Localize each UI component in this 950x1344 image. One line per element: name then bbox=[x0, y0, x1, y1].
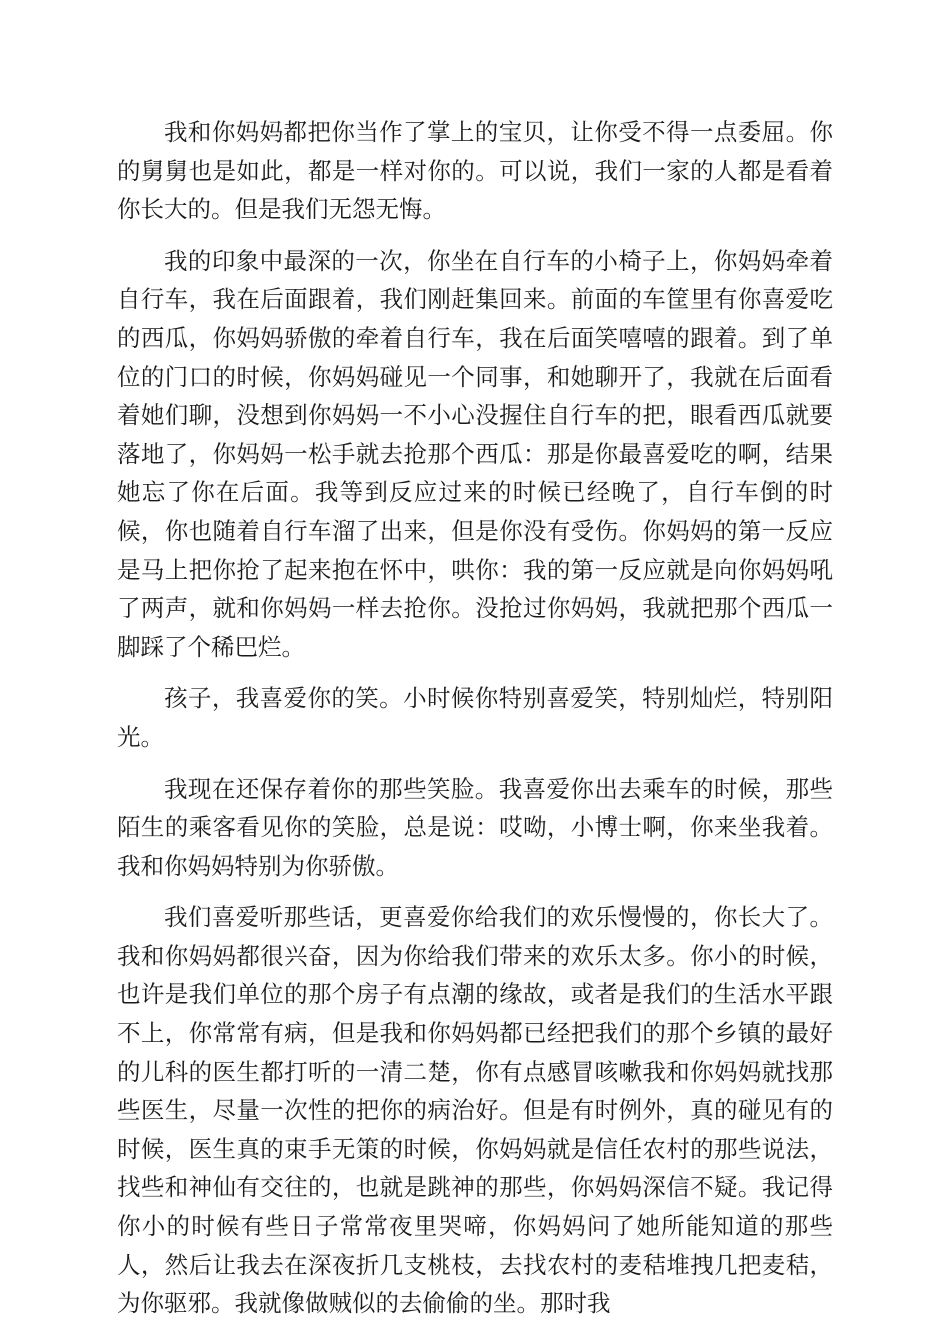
paragraph-1: 我和你妈妈都把你当作了掌上的宝贝，让你受不得一点委屈。你的舅舅也是如此，都是一样对你的。可以说，我们一家的人都是看着你长大的。但是我们无怨无悔。 bbox=[117, 118, 833, 224]
paragraph-5: 我们喜爱听那些话，更喜爱你给我们的欢乐慢慢的，你长大了。我和你妈妈都很兴奋，因为你给我们带来的欢乐太多。你小的时候，也许是我们单位的那个房子有点潮的缘故，或者是我们的生活水平跟不上，你常常有病，但是我和你妈妈都已经把我们的那个乡镇的最好的儿科的医生都打听的一清二楚，你有点感冒咳嗽我和你妈妈就找那些医生，尽量一次性的把你的病治好。但是有时例外，真的碰见有的时候，医生真的束手无策的时候，你妈妈就是信任农村的那些说法，找些和神仙有交往的，也就是跳神的那些，你妈妈深信不疑。我记得你小的时候有些日子常常夜里哭啼，你妈妈问了她所能知道的那些人，然后让我去在深夜折几支桃枝，去找农村的麦秸堆拽几把麦秸，为你驱邪。我就像做贼似的去偷偷的坐。那时我 bbox=[117, 903, 833, 1318]
paragraph-4: 我现在还保存着你的那些笑脸。我喜爱你出去乘车的时候，那些陌生的乘客看见你的笑脸，总是说：哎呦，小博士啊，你来坐我着。我和你妈妈特别为你骄傲。 bbox=[117, 774, 833, 880]
paragraph-2: 我的印象中最深的一次，你坐在自行车的小椅子上，你妈妈牵着自行车，我在后面跟着，我们刚赶集回来。前面的车筐里有你喜爱吃的西瓜，你妈妈骄傲的牵着自行车，我在后面笑嘻嘻的跟着。到了单位的门口的时候，你妈妈碰见一个同事，和她聊开了，我就在后面看着她们聊，没想到你妈妈一不小心没握住自行车的把，眼看西瓜就要落地了，你妈妈一松手就去抢那个西瓜：那是你最喜爱吃的啊，结果她忘了你在后面。我等到反应过来的时候已经晚了，自行车倒的时候，你也随着自行车溜了出来，但是你没有受伤。你妈妈的第一反应是马上把你抢了起来抱在怀中，哄你：我的第一反应就是向你妈妈吼了两声，就和你妈妈一样去抢你。没抢过你妈妈，我就把那个西瓜一脚踩了个稀巴烂。 bbox=[117, 246, 833, 661]
paragraph-3: 孩子，我喜爱你的笑。小时候你特别喜爱笑，特别灿烂，特别阳光。 bbox=[117, 684, 833, 751]
document-page bbox=[117, 113, 833, 1336]
